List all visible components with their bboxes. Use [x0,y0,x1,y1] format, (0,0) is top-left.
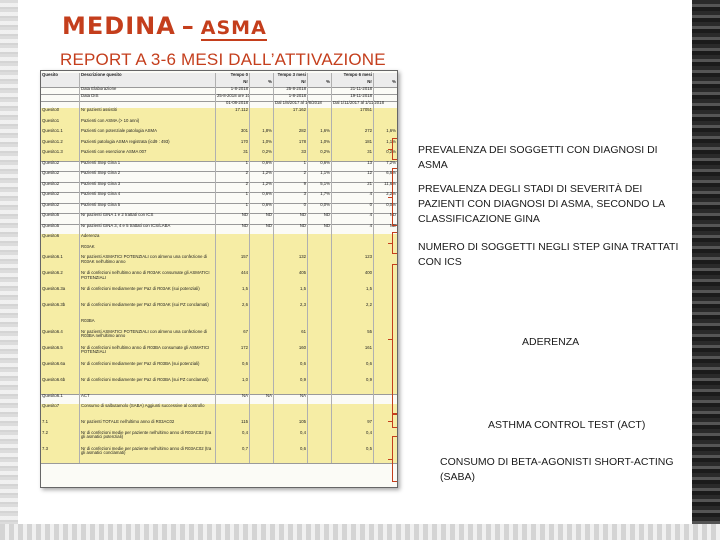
report-cell: ND [307,224,331,235]
report-cell: ND [215,224,249,235]
report-cell: Quesito6.4 [42,328,63,334]
report-cell: 6,6% [373,171,397,182]
annotation-saba: CONSUMO DI BETA-AGONISTI SHORT-ACTING (SABA) [440,456,674,483]
report-cell [307,378,331,394]
report-cell: 0,5 [331,447,373,463]
report-cell: ND [273,224,307,235]
report-cell: 123 [331,255,373,271]
report-cell: Pazienti con ASMA (> 10 anni) [79,119,215,130]
report-cell: 9 [273,182,307,193]
report-cell: Nr [273,80,307,87]
report-cell: ND [373,224,397,235]
report-cell: 17051 [331,108,373,119]
report-cell: 2 [215,182,249,193]
report-cell: 0,6% [307,161,331,172]
report-cell: 2,2% [373,192,397,203]
report-cell: 97 [331,420,373,431]
report-cell: 1 [215,203,249,214]
report-cell: 1-8-2018 [273,94,307,101]
report-cell [249,447,273,463]
report-cell: Consumo di salbutamolo (SABA) Aggiunti successive al controllo [79,404,215,420]
report-cell: 400 [331,271,373,287]
report-cell: 1,5 [273,287,307,303]
report-cell [249,87,273,94]
report-cell: Quesito2 [42,159,60,165]
report-cell [307,346,331,362]
report-cell [249,101,273,108]
report-cell [215,404,249,420]
report-cell [249,330,273,346]
report-cell: 61 [273,330,307,346]
report-cell [249,404,273,420]
report-cell: 1,8% [249,129,273,140]
report-cell: 0,6% [249,203,273,214]
report-cell [249,420,273,431]
report-cell: 2 [273,171,307,182]
report-cell: 1,6% [307,129,331,140]
report-cell: Quesito1.2 [42,138,63,144]
report-cell [307,362,331,378]
report-cell: 0,9 [273,378,307,394]
report-cell: 161 [331,346,373,362]
report-cell [331,404,373,420]
report-cell [331,319,373,330]
report-cell: 1,2% [249,182,273,193]
report-cell: 13 [331,161,373,172]
report-row [41,346,397,363]
report-cell: % [307,80,331,87]
report-cell: 01-08-2018 [215,101,249,108]
report-cell [41,80,79,87]
report-cell: 405 [273,271,307,287]
report-cell: 301 [215,129,249,140]
report-cell: Quesito2 [42,180,60,186]
report-cell: ND [215,213,249,224]
report-cell: 157 [215,255,249,271]
report-cell: NA [273,394,307,405]
report-cell [273,404,307,420]
report-cell: 1 [215,161,249,172]
report-cell: 0,2% [249,150,273,161]
report-cell: ND [249,213,273,224]
report-cell: Nr pazienti ASMATICI POTENZIALI con almeno una confezione di R03AK nell'ultimo anno [79,255,215,271]
report-cell [307,287,331,303]
report-cell: 0,0% [307,203,331,214]
report-cell: 0,4 [215,431,249,447]
report-cell: Nr pazienti GINA 1 e 2 trattati con ICS [79,213,215,224]
report-cell [249,287,273,303]
report-cell [373,108,397,119]
report-cell [249,255,273,271]
report-cell: 1 [215,192,249,203]
report-cell: 7.3 [42,445,48,451]
report-cell: 160 [273,346,307,362]
brace-saba [392,436,401,482]
report-cell: Tempo 3 mesi [273,73,307,80]
report-cell [249,108,273,119]
annotation-ics: NUMERO DI SOGGETTI NEGLI STEP GINA TRATTATI CON ICS [418,241,679,268]
report-cell: 33 [273,150,307,161]
report-cell [331,394,373,405]
report-cell: Pazienti Step Gina 4 [79,192,215,203]
report-cell: Quesito6.1 [42,254,63,259]
report-cell: 1,0% [249,140,273,151]
report-cell: 1,1% [373,140,397,151]
report-cell: 67 [215,330,249,346]
report-cell: Dal 1/11/2017 al 1/11/2018 [331,101,373,108]
report-cell: NA [249,394,273,405]
report-cell: Pazienti con potenziale patologia ASMA [79,129,215,140]
report-cell: 0,2% [307,150,331,161]
report-cell: Nr pazienti GINA 3, 4 e 5 trattati con ICS/LABA [79,224,215,235]
report-cell: Quesito1 [42,117,60,123]
report-cell [307,245,331,256]
report-cell: Nr di confezioni mediamente per Paz di R03AK (sui PZ conclamati) [79,303,215,319]
title-sub: ASMA [200,17,267,39]
report-cell: % [249,80,273,87]
slide-title [62,12,267,40]
report-cell [249,346,273,362]
report-cell: 0,4 [331,431,373,447]
report-cell: 1 [273,161,307,172]
report-cell [249,319,273,330]
report-cell [249,431,273,447]
report-cell: 0 [331,203,373,214]
report-cell: Nr [331,80,373,87]
report-cell: Quesito5 [42,212,60,217]
report-cell: 5,1% [307,182,331,193]
report-cell: 282 [273,129,307,140]
report-cell: Quesito6.5 [42,344,63,350]
report-row [41,362,397,379]
report-cell: 0,2% [373,150,397,161]
report-cell: 21 [331,182,373,193]
report-cell: ND [249,224,273,235]
report-cell: 0,6 [273,447,307,463]
report-cell: 2,3 [273,303,307,319]
report-cell: 17.112 [215,108,249,119]
report-cell [249,303,273,319]
report-cell: Quesito5 [42,222,60,228]
report-cell [307,87,331,94]
report-cell [307,303,331,319]
report-cell: 272 [331,129,373,140]
report-row [41,431,397,448]
report-cell: Nr pazienti assistiti [79,108,215,119]
report-cell [249,362,273,378]
report-cell: 7.2 [42,429,48,435]
report-cell: 7.1 [42,419,48,424]
report-cell: 25-8-2018 [273,87,307,94]
report-cell: Aderenza [79,234,215,245]
report-cell: 21-11-2018 [331,87,373,94]
report-cell [307,255,331,271]
title-dash: – [181,12,195,40]
report-cell: 19-11-2018 [331,94,373,101]
annotation-aderenza: ADERENZA [522,336,580,348]
report-cell [331,234,373,245]
report-cell [307,108,331,119]
report-cell [373,87,397,94]
report-cell: 1-8-2018 [215,87,249,94]
report-cell: 1,2% [249,171,273,182]
report-cell [249,94,273,101]
report-cell [307,394,331,405]
report-cell: 31 [215,150,249,161]
report-cell: 172 [215,346,249,362]
report-cell: 0 [273,203,307,214]
brace-stadi [392,168,401,226]
report-cell: Data Elaborazione [79,87,215,94]
report-cell [41,87,79,94]
report-cell: Pazienti Step Gina 5 [79,203,215,214]
report-cell: 2,2 [331,303,373,319]
report-cell: 1,7% [307,192,331,203]
report-cell: Pazienti Step Gina 3 [79,182,215,193]
annotation-prevalenza: PREVALENZA DEI SOGGETTI CON DIAGNOSI DI ASMA [418,144,658,171]
report-cell: Pazienti patologia ASMA registrata (icd9 : 493) [79,140,215,151]
slide-subtitle: REPORT A 3-6 MESI DALL’ATTIVAZIONE [60,50,386,69]
report-cell: 1,6% [373,129,397,140]
report-cell [41,319,79,330]
report-cell: Nr di confezioni nell'ultimo anno di R03AK consumate gli ASMATICI POTENZIALI [79,271,215,287]
report-row [41,447,397,464]
report-cell [273,319,307,330]
report-cell: Quesito2 [42,170,60,175]
report-cell [307,431,331,447]
report-cell: Nr di confezioni medie per paziente nell'ultimo anno di R03AC02 (tra gli asmatici potenziali) [79,431,215,447]
report-cell [249,271,273,287]
report-cell: 170 [215,140,249,151]
report-cell: 11,6% [373,182,397,193]
report-cell: Nr di confezioni medie per paziente nell'ultimo anno di R03AC02 (tra gli asmatici conclamati) [79,447,215,463]
report-cell: Quesito6.3b [42,302,66,307]
report-table-image [40,70,398,488]
report-cell: ND [307,213,331,224]
report-cell: Tempo 6 mesi [331,73,373,80]
report-cell: 444 [215,271,249,287]
report-cell [307,330,331,346]
report-cell: Pazienti Step Gina 2 [79,171,215,182]
report-cell: 0,6% [249,192,273,203]
report-cell: Data DIS [79,94,215,101]
report-cell: 1,0% [307,140,331,151]
annotation-stadi-gina: PREVALENZA DEGLI STADI DI SEVERITÀ DEI PAZIENTI CON DIAGNOSI DI ASMA, SECONDO LA CLASSIFICAZIONE GINA [418,183,665,225]
report-cell [307,447,331,463]
report-cell: Quesito6.3a [42,286,66,291]
report-cell: 0,7 [215,447,249,463]
report-cell: Quesito2 [42,191,60,196]
report-cell: NA [215,394,249,405]
report-cell: Dal 1/8/2017 al 1/8/2018 [273,101,307,108]
title-main: MEDINA [62,12,176,40]
report-row [41,330,397,347]
report-cell: 132 [273,255,307,271]
report-cell: Quesito1.3 [42,149,63,154]
report-cell: Quesito [42,72,58,77]
report-cell: 0,9 [331,378,373,394]
left-texture-edge [0,0,18,540]
report-cell: 181 [331,140,373,151]
report-cell: ND [373,213,397,224]
report-cell: 0,0% [373,203,397,214]
report-cell: 31 [331,150,373,161]
report-cell: 4 [331,213,373,224]
report-cell: 17.162 [273,108,307,119]
report-cell: Quesito7 [42,403,60,408]
report-cell: 7,2% [373,161,397,172]
report-cell: ND [273,213,307,224]
report-cell [307,420,331,431]
annotation-act: ASTHMA CONTROL TEST (ACT) [488,419,646,431]
report-cell: Descrizione quesito [79,73,215,80]
brace-aderenza [392,264,401,414]
report-cell: R03AK [79,245,215,256]
report-cell: 25-8-2018 ore 10 [215,94,249,101]
report-cell [307,101,331,108]
report-cell [249,234,273,245]
report-cell: Nr di confezioni mediamente per Paz di R03BA (sui potenziali) [79,362,215,378]
report-cell: Quesito6 [42,233,60,238]
report-cell: 178 [273,140,307,151]
report-cell: Nr di confezioni mediamente per Paz di R03AK (sui potenziali) [79,287,215,303]
brace-act [392,414,401,428]
report-cell: 4 [331,192,373,203]
report-cell [249,245,273,256]
report-cell: 0,6% [249,161,273,172]
report-cell: Pazienti con esenzione ASMA 007 [79,150,215,161]
report-cell: 4 [331,224,373,235]
report-cell: Nr di confezioni mediamente per Paz di R03BA (sui PZ conclamati) [79,378,215,394]
report-cell [249,378,273,394]
report-cell: Quesito1.1 [42,128,63,133]
brace-ics [392,232,401,254]
brace-prevalenza [392,138,401,160]
report-cell: Quesito6.1 [42,392,63,398]
report-cell: 1,5 [215,287,249,303]
report-cell [307,404,331,420]
report-cell: 0,6 [273,362,307,378]
report-cell: Nr di confezioni nell'ultimo anno di R03BA consumate gli ASMATICI POTENZIALI [79,346,215,362]
report-cell: Quesito2 [42,201,60,207]
bottom-texture-edge [0,524,720,540]
report-cell: 115 [215,420,249,431]
report-cell: Nr pazienti TOTALE nell'ultimo anno di R03AC02 [79,420,215,431]
report-cell: 2,6 [215,303,249,319]
report-cell: 1,5 [331,287,373,303]
report-cell: 0,6 [215,362,249,378]
report-cell: % [373,80,397,87]
report-cell: Quesito6.6a [42,360,66,366]
report-cell [215,234,249,245]
report-cell: Pazienti Step Gina 1 [79,161,215,172]
report-cell: Quesito6.2 [42,270,63,275]
report-cell [307,319,331,330]
report-cell: Nr pazienti ASMATICI POTENZIALI con almeno una confezione di R03BA nell'ultimo anno [79,330,215,346]
report-cell: 1,0 [215,378,249,394]
report-cell: Nr [215,80,249,87]
report-cell: 1,1% [307,171,331,182]
report-cell: Quesito6.6b [42,376,66,382]
report-cell: 2 [215,171,249,182]
report-cell: 0,6 [331,362,373,378]
report-cell [215,319,249,330]
report-cell [373,101,397,108]
report-cell [41,94,79,101]
report-row [41,378,397,395]
report-cell: 12 [331,171,373,182]
report-cell: 55 [331,330,373,346]
report-cell [273,234,307,245]
report-cell: Quesito0 [42,107,60,112]
report-cell [307,271,331,287]
report-cell: Tempo 0 [215,73,249,80]
report-cell: 105 [273,420,307,431]
report-cell: R03BA [79,319,215,330]
report-cell: 3 [273,192,307,203]
report-cell: ACT [79,394,215,405]
report-cell: 0,4 [273,431,307,447]
report-cell [307,234,331,245]
